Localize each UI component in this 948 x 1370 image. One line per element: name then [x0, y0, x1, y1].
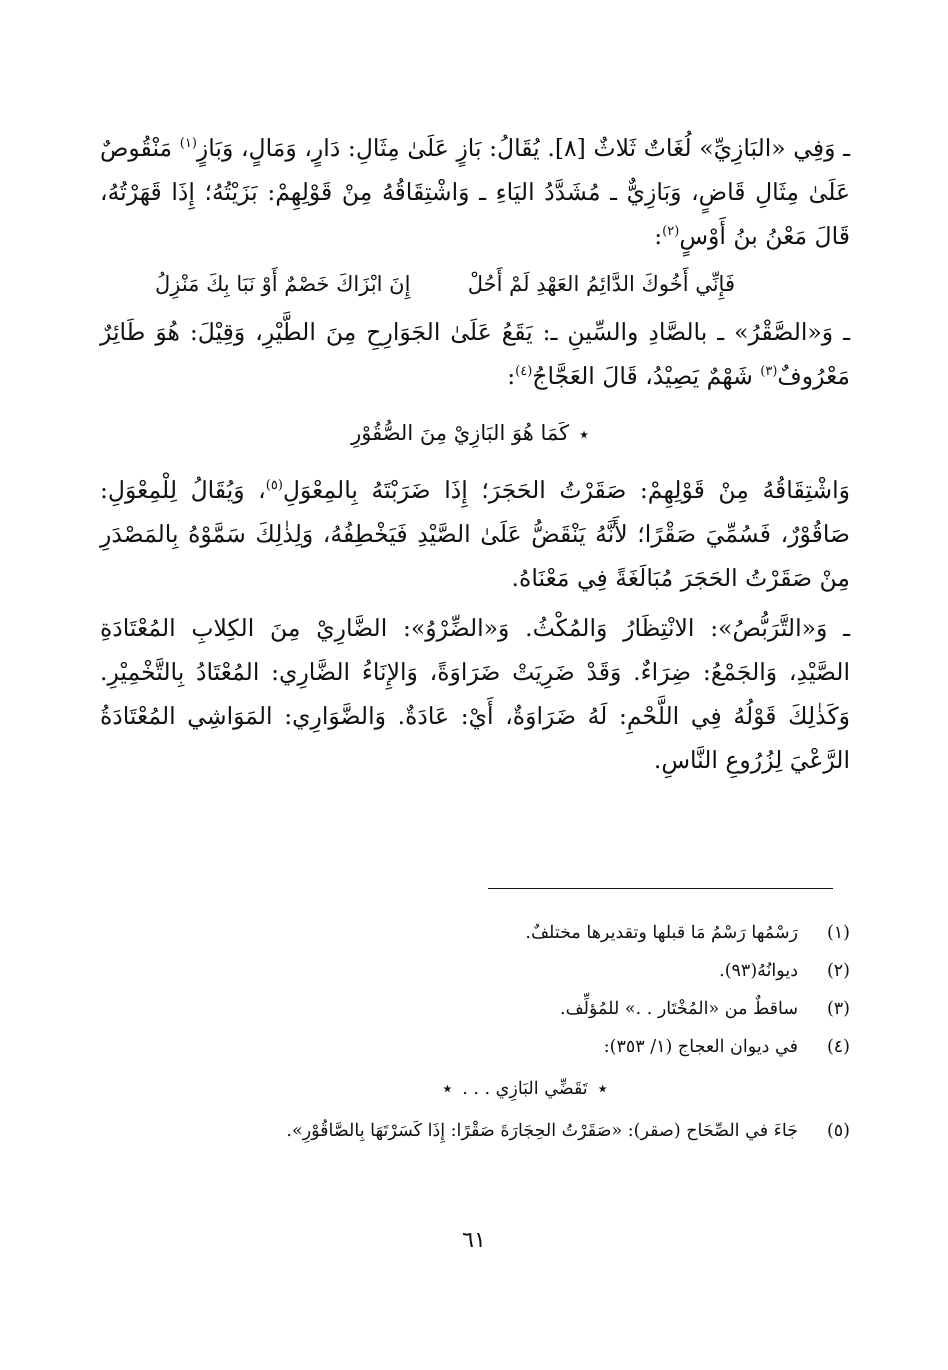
verse-text: تَقَضِّي البَازِي . . . — [462, 1079, 588, 1099]
footnote-divider — [488, 888, 833, 889]
verse-first-hemistich: فَإِنِّي أَخُوكَ الدَّائِمُ العَهْدِ لَمْ أَحُلْ — [467, 272, 735, 296]
star-ornament: ٭ — [597, 1078, 608, 1099]
paragraph-text: ، وَيُقَالُ لِلْمِعْوَلِ: صَاقُوْرٌ، فَسُمِّيَ صَقْرًا؛ لأَنَّهُ يَنْقَضُّ عَلَىٰ الصَّيْدِ فَيَخْطِفُهُ، وَلِذٰلِكَ سَمَّوْهُ بِالمَصْدَرِ مِنْ صَقَرْتُ الحَجَرَ مُبَالَغَةً فِي مَعْنَاهُ. — [100, 476, 850, 592]
footnote-text: ديوانُهُ(٩٣). — [719, 961, 798, 981]
footnote-item — [100, 952, 850, 990]
footnote-ref: (٢) — [662, 224, 680, 240]
star-ornament: ٭ — [442, 1078, 453, 1099]
paragraph-text: وَاشْتِقَاقُهُ مِنْ قَوْلِهِمْ: صَقَرْتُ الحَجَرَ؛ إِذَا ضَرَبْتَهُ بِالمِعْوَلِ — [282, 476, 850, 504]
paragraph-text: ـ وَفِي «البَازِيِّ» لُغَاتٌ ثَلاثٌ [٨]. يُقَالُ: بَازٍ عَلَىٰ مِثَالِ: دَارٍ، وَمَالٍ، وَبَازٍ — [196, 134, 850, 162]
footnotes — [100, 914, 850, 1150]
footnote-text: جَاءَ في الصِّحَاح (صقر): «صَقَرْتُ الحِجَارَةَ صَقْرًا: إِذَا كَسَرْتَهَا بِالصَّاقُوْرِ». — [286, 1121, 798, 1141]
poem-verse-ajjaj — [100, 398, 850, 468]
footnote-text: ساقطٌ من «المُخْتَار . .» للمُؤلِّف. — [560, 999, 798, 1019]
paragraph-bazi — [100, 126, 850, 258]
main-text — [100, 126, 850, 782]
footnote-item — [100, 1112, 850, 1150]
footnote-verse — [100, 1066, 850, 1112]
paragraph-text: ـ وَ«التَّرَبُّصُ»: الانْتِظَارُ وَالمُكْثُ. وَ«الضِّرْوُ»: الضَّارِيْ مِنَ الكِلابِ المُعْتَادَةِ الصَّيْدِ، وَالجَمْعُ: ضِرَاءٌ. وَقَدْ ضَرِيَتْ ضَرَاوَةً، وَالإِنَاءُ الضَّارِي: المُعْتَادُ بِالتَّخْمِيْرِ. وَكَذٰلِكَ قَوْلُهُ فِي اللَّحْمِ: لَهُ ضَرَاوَةٌ، أَيْ: عَادَةٌ. وَالضَّوَارِي: المَوَاشِي المُعْتَادَةُ الرَّعْيَ لِزُرُوعِ النَّاسِ. — [100, 614, 850, 774]
footnote-text: رَسْمُها رَسْمُ مَا قبلها وتقديرها مختلفٌ. — [525, 923, 798, 943]
paragraph-text: شَهْمٌ يَصِيْدُ، قَالَ العَجَّاجُ — [532, 362, 761, 390]
footnote-item — [100, 1028, 850, 1066]
footnote-ref: (٣) — [760, 364, 778, 380]
paragraph-text: : — [654, 222, 663, 250]
paragraph-saqr — [100, 310, 850, 398]
star-ornament: ٭ — [579, 424, 589, 445]
footnote-number: (٢) — [826, 961, 850, 981]
footnote-ref: (٥) — [265, 478, 283, 494]
verse-text: كَمَا هُوَ البَازِيْ مِنَ الصُّقُوْرِ — [351, 421, 570, 445]
footnote-item — [100, 990, 850, 1028]
footnote-number: (٣) — [826, 999, 850, 1019]
footnote-ref: (١) — [179, 136, 197, 152]
footnote-number: (٥) — [826, 1121, 850, 1141]
verse-second-hemistich: إِنَ ابْزَاكَ خَصْمٌ أَوْ نَبَا بِكَ مَنْزِلُ — [155, 272, 411, 296]
page-number: ٦١ — [462, 1228, 486, 1253]
paragraph-text: مَنْقُوصٌ عَلَىٰ مِثَالِ قَاضٍ، وَبَازِيٌّ ـ مُشَدَّدُ اليَاءِ ـ وَاشْتِقَاقُهُ مِنْ قَوْلِهِمْ: بَزَيْتُهُ؛ إِذَا قَهَرْتُهُ، قَالَ مَعْنُ بنُ أَوْسٍ — [100, 134, 850, 250]
footnote-text: في ديوان العجاج (١/ ٣٥٣): — [603, 1037, 798, 1057]
footnote-item — [100, 914, 850, 952]
paragraph-derivation — [100, 468, 850, 600]
paragraph-text: ـ وَ«الصَّقْرُ» ـ بالصَّادِ والسِّينِ ـ: يَقَعُ عَلَىٰ الجَوَارِحِ مِنَ الطَّيْرِ، وَقِيْلَ: هُوَ طَائِرٌ مَعْرُوفٌ — [100, 318, 850, 390]
poem-verse — [155, 258, 795, 310]
footnote-ref: (٤) — [515, 364, 533, 380]
footnote-number: (٤) — [826, 1037, 850, 1057]
footnote-number: (١) — [826, 923, 850, 943]
paragraph-tarabbus — [100, 606, 850, 782]
paragraph-text: : — [507, 362, 516, 390]
